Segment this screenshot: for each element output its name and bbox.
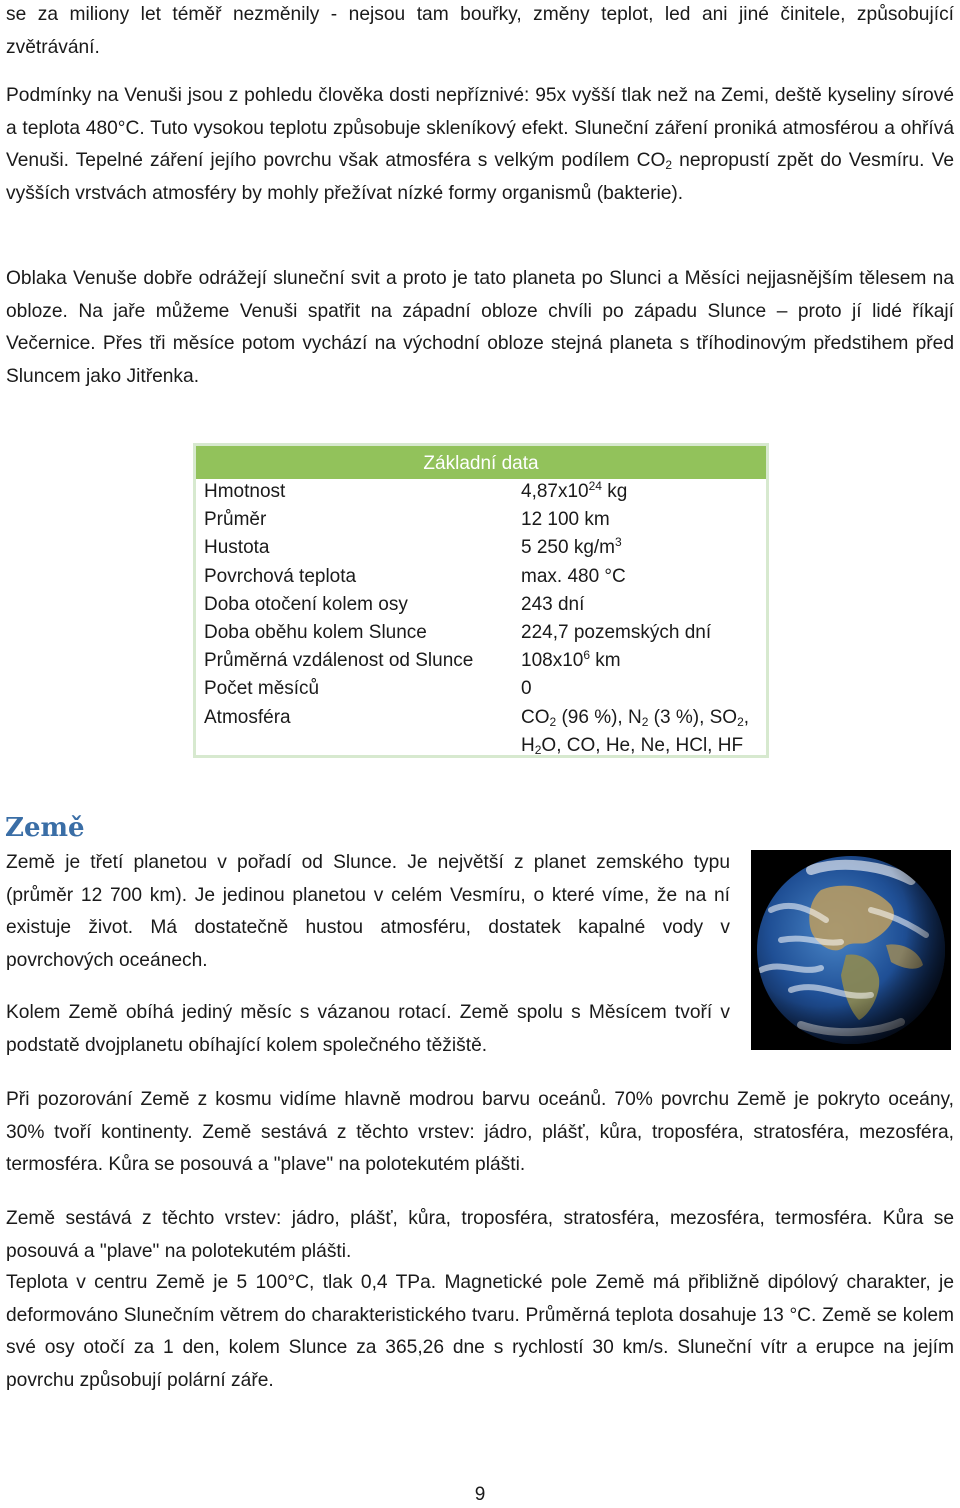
value-subscript: 2	[641, 714, 649, 729]
table-row-value	[521, 675, 532, 703]
value-subscript: 2	[534, 742, 542, 757]
earth-paragraph-2-text: Kolem Země obíhá jediný měsíc s vázanou rotací. Země spolu s Měsícem tvoří v podstatě dvojplanetu obíhající kolem společného těžiště.	[6, 1002, 730, 1056]
table-row-label: Počet měsíců	[204, 678, 320, 700]
table-row-value	[521, 591, 584, 619]
earth-paragraph-5	[6, 1267, 954, 1397]
value-subscript: 2	[549, 714, 557, 729]
venus-paragraph-0	[6, 0, 954, 64]
venus-paragraph-2	[6, 263, 954, 393]
value-text: 243 dní	[521, 593, 585, 615]
table-row-value	[521, 647, 621, 675]
venus-paragraph-1-text-b: nepropustí zpět do Vesmíru. Ve vyšších vrstvách atmosféry by mohly přežívat nízké formy organismů (bakterie).	[6, 150, 954, 204]
table-row-value	[521, 478, 627, 506]
venus-paragraph-0-text: se za miliony let téměř nezměnily - nejsou tam bouřky, změny teplot, led ani jiné činitele, způsobující zvětrávání.	[6, 4, 954, 58]
table-row-label: Doba oběhu kolem Slunce	[204, 622, 427, 643]
value-text: 5 250 kg/m	[521, 537, 615, 559]
table-row-value	[521, 563, 626, 591]
table-row-label: Hmotnost	[204, 481, 286, 502]
earth-paragraph-4-text: Země sestává z těchto vrstev: jádro, plášť, kůra, troposféra, stratosféra, mezosféra, termosféra. Kůra se posouvá a "plave" na polotekutém plášti.	[6, 1208, 954, 1262]
value-text: 12 100 km	[521, 509, 610, 531]
basic-data-table	[193, 443, 769, 758]
value-superscript: 24	[588, 479, 602, 493]
value-superscript: 3	[615, 535, 622, 550]
value-text: 108x10	[521, 650, 584, 672]
table-row-label: Průměrná vzdálenost od Slunce	[204, 650, 474, 672]
value-text: H	[521, 734, 535, 756]
section-heading-earth: Země	[5, 813, 85, 843]
table-row-label: Průměr	[204, 509, 267, 531]
value-text: ,	[743, 706, 750, 728]
earth-paragraph-1	[6, 847, 730, 977]
table-row-value	[521, 506, 610, 534]
table-row-label: Hustota	[204, 537, 270, 559]
value-text: (3 %), SO	[648, 706, 738, 728]
table-row-value	[521, 619, 711, 647]
table-row-label: Povrchová teplota	[204, 565, 357, 587]
venus-paragraph-2-text: Oblaka Venuše dobře odrážejí sluneční svit a proto je tato planeta po Slunci a Měsíci nejjasnějším tělesem na obloze. Na jaře můžeme Venuši spatřit na západní obloze chvíli po západu Slunce – proto jí lidé říkají Večernice. Přes tři měsíce potom vychází na východní obloze stejná planeta s tříhodinovým předstihem před Sluncem jako Jitřenka.	[6, 268, 954, 387]
value-text: O, CO, He, Ne, HCl, HF	[541, 734, 744, 756]
earth-globe-image	[751, 850, 951, 1050]
value-text: (96 %), N	[556, 706, 642, 728]
earth-paragraph-4	[6, 1203, 954, 1268]
value-text: max. 480 °C	[521, 565, 626, 587]
value-text: 4,87x10	[521, 481, 589, 502]
value-superscript: 6	[583, 648, 591, 663]
value-text: 0	[521, 678, 532, 700]
earth-paragraph-1-text: Země je třetí planetou v pořadí od Slunce. Je největší z planet zemského typu (průměr 12 700 km). Je jedinou planetou v celém Vesmíru, o které víme, že na ní existuje život. Má dostatečně hustou atmosféru, dostatek kapalné vody v povrchových oceánech.	[6, 852, 730, 971]
table-row-label: Doba otočení kolem osy	[204, 593, 408, 615]
value-text: km	[590, 650, 621, 672]
value-text: 224,7 pozemských dní	[521, 622, 712, 643]
venus-paragraph-1	[6, 80, 954, 210]
earth-paragraph-3	[6, 1084, 954, 1182]
table-row-value	[521, 534, 622, 562]
earth-photo	[751, 850, 951, 1050]
value-subscript: 2	[737, 714, 744, 729]
venus-paragraph-1-text-a: Podmínky na Venuši jsou z pohledu člověka dosti nepříznivé: 95x vyšší tlak než na Zemi, deště kyseliny sírové a teplota 480°C. Tuto vysokou teplotu způsobuje skleníkový efekt. Sluneční záření proniká atmosférou a ohřívá Venuši. Tepelné záření jejího povrchu však atmosféra s velkým podílem CO	[6, 85, 954, 171]
co2-subscript: 2	[665, 158, 673, 172]
table-row-value	[521, 704, 749, 732]
earth-paragraph-3-text: Při pozorování Země z kosmu vidíme hlavně modrou barvu oceánů. 70% povrchu Země je pokryto oceány, 30% tvoří kontinenty. Země sestává z těchto vrstev: jádro, plášť, kůra, troposféra, stratosféra, mezosféra, termosféra. Kůra se posouvá a "plave" na polotekutém plášti.	[6, 1089, 954, 1175]
earth-paragraph-2	[6, 997, 730, 1062]
value-text: kg	[601, 481, 628, 502]
table-row-label: Atmosféra	[204, 706, 291, 728]
table-header: Základní data	[196, 446, 766, 479]
page-number: 9	[474, 1484, 486, 1505]
earth-paragraph-5-text: Teplota v centru Země je 5 100°C, tlak 0,4 TPa. Magnetické pole Země má přibližně dipólový charakter, je deformováno Slunečním větrem do charakteristického tvaru. Průměrná teplota dosahuje 13 °C. Země se kolem své osy otočí za 1 den, kolem Slunce za 365,26 dne s rychlostí 30 km/s. Sluneční vítr a erupce na jejím povrchu způsobují polární záře.	[6, 1272, 954, 1391]
value-text: CO	[521, 706, 550, 728]
table-row-value	[521, 732, 743, 760]
